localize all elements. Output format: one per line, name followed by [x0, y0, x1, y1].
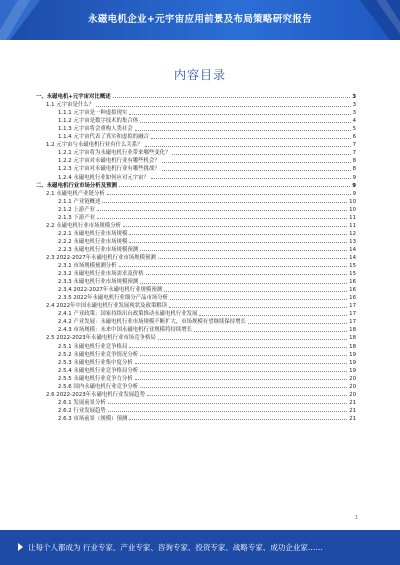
toc-entry-label: 2.5.6 国内永磁电机行业竞争分析 [58, 383, 139, 390]
toc-entry[interactable] [36, 189, 356, 197]
toc-entry[interactable] [36, 108, 356, 116]
toc-entry-label: 1.2.1 元宇宙将为永磁电机行业带来哪些变化？ [58, 150, 171, 157]
toc-entry-label: 2.5.4 永磁电机行业竞争格局分析 [58, 367, 139, 374]
toc-leader-dots [151, 178, 351, 179]
toc-entry[interactable] [36, 325, 356, 333]
toc-entry-page: 15 [349, 263, 356, 270]
toc-entry-page: 19 [349, 367, 356, 374]
toc-entry-page: 17 [349, 311, 356, 318]
toc-entry[interactable] [36, 341, 356, 349]
toc-entry[interactable] [36, 398, 356, 406]
toc-leader-dots [107, 194, 351, 195]
toc-entry[interactable] [36, 277, 356, 285]
toc-leader-dots [194, 331, 347, 332]
toc-entry[interactable] [36, 374, 356, 382]
toc-entry-page: 21 [349, 399, 356, 406]
toc-entry[interactable] [36, 181, 356, 189]
toc-entry-page: 3 [352, 102, 356, 109]
toc-entry-label: 1.2.4 永磁电机行业如何应对元宇宙？ [58, 174, 149, 181]
toc-entry-label: 1.1.3 元宇宙将会重构人类社会 [58, 126, 133, 133]
toc-leader-dots [96, 106, 351, 107]
toc-leader-dots [135, 379, 347, 380]
toc-entry-page: 18 [349, 327, 356, 334]
toc-entry-page: 14 [349, 254, 356, 261]
toc-entry-label: 2.1.2 上游产业 [58, 206, 95, 213]
toc-entry-label: 一、永磁电机+元宇宙对比概述 [36, 94, 111, 101]
toc-entry[interactable] [36, 100, 356, 108]
toc-leader-dots [123, 226, 347, 227]
toc-entry-label: 2.3.2 永磁电机行业市场需求及价格 [58, 271, 144, 278]
toc-entry-label: 1.1 元宇宙是什么？ [46, 102, 95, 109]
toc-entry[interactable] [36, 261, 356, 269]
toc-entry-label: 二、永磁电机行业市场分析及预测 [36, 182, 117, 189]
toc-leader-dots [102, 202, 347, 203]
toc-entry-page: 20 [349, 383, 356, 390]
toc-entry-page: 9 [352, 174, 356, 181]
toc-leader-dots [113, 97, 351, 98]
toc-heading: 内容目录 [173, 68, 226, 82]
toc-entry-page: 10 [349, 206, 356, 213]
toc-entry-label: 2.3.3 永磁电机行业市场规模预测 [58, 279, 139, 286]
toc-entry-page: 13 [349, 238, 356, 245]
toc-entry-label: 2.3.1 市场规模预测分析 [58, 263, 117, 270]
toc-entry[interactable] [36, 124, 356, 132]
toc-entry-page: 7 [352, 142, 356, 149]
table-of-contents [36, 92, 356, 422]
toc-entry-page: 9 [352, 182, 356, 189]
toc-entry[interactable] [36, 229, 356, 237]
toc-entry-label: 2.6.3 市场前景（规模）预测 [58, 415, 128, 422]
toc-leader-dots [248, 323, 347, 324]
page-number: 1 [354, 515, 358, 521]
toc-leader-dots [129, 234, 347, 235]
toc-entry-label: 2.2.1 永磁电机行业市场规模 [58, 230, 128, 237]
toc-leader-dots [147, 395, 347, 396]
toc-entry-page: 20 [349, 375, 356, 382]
toc-entry[interactable] [36, 156, 356, 164]
chevron-right-icon [18, 543, 23, 551]
toc-entry-page: 7 [352, 150, 356, 157]
toc-entry-page: 8 [352, 158, 356, 165]
toc-entry-label: 2.3.4 2022-2027年永磁电机行业规模预测 [58, 287, 163, 294]
toc-leader-dots [129, 114, 350, 115]
toc-leader-dots [170, 299, 347, 300]
toc-entry-page: 16 [349, 295, 356, 302]
toc-entry[interactable] [36, 221, 356, 229]
toc-entry-page: 14 [349, 246, 356, 253]
toc-entry-label: 2.4.2 产业发展：永磁电机行业市场规模不断扩大，市场规模有望继续保持增长 [58, 319, 246, 326]
toc-leader-dots [140, 355, 347, 356]
footer-slogan: 让每个人都成为 行业专家、产业专家、咨询专家、投资专家、战略专家、成功企业家…… [28, 543, 323, 552]
toc-leader-dots [129, 419, 347, 420]
toc-entry[interactable] [36, 213, 356, 221]
toc-entry-label: 2.5.2 永磁电机行业竞争情况分析 [58, 351, 139, 358]
toc-entry-label: 2.1.1 产业链概述 [58, 198, 101, 205]
toc-entry[interactable] [36, 333, 356, 341]
toc-entry-page: 19 [349, 359, 356, 366]
toc-entry-page: 18 [349, 343, 356, 350]
toc-entry[interactable] [36, 148, 356, 156]
toc-entry-page: 3 [352, 110, 356, 117]
toc-leader-dots [140, 250, 347, 251]
toc-entry-label: 2.6.1 发展前景分析 [58, 399, 106, 406]
toc-leader-dots [164, 291, 347, 292]
toc-entry-label: 2.1.3 下游产业 [58, 214, 95, 221]
toc-entry-page: 21 [349, 415, 356, 422]
toc-entry-label: 1.2 元宇宙与永磁电机行业有什么关系？ [46, 142, 143, 149]
toc-entry-label: 2.5.3 永磁电机行业集中度分析 [58, 359, 133, 366]
toc-entry-label: 2.2 永磁电机行业市场规模分析 [46, 222, 121, 229]
toc-entry[interactable] [36, 116, 356, 124]
toc-entry[interactable] [36, 92, 356, 100]
toc-entry[interactable] [36, 269, 356, 277]
toc-entry-label: 1.2.3 元宇宙对永磁电机行业有哪些挑战？ [58, 166, 160, 173]
toc-leader-dots [145, 146, 351, 147]
toc-entry-label: 1.1.2 元宇宙是数字技术的集合体 [58, 118, 139, 125]
toc-entry-page: 11 [349, 214, 356, 221]
toc-entry[interactable] [36, 197, 356, 205]
toc-entry-page: 6 [352, 134, 356, 141]
toc-leader-dots [119, 266, 348, 267]
toc-entry-page: 10 [349, 198, 356, 205]
toc-entry-label: 2.3.5 2022年永磁电机行业细分产品市场分析 [58, 295, 169, 302]
toc-entry-label: 2.4.1 产业政策：国家持续出台政策推动永磁电机行业发展 [58, 311, 198, 318]
toc-entry-label: 2.1 永磁电机产业链分析 [46, 190, 105, 197]
toc-entry-page: 20 [349, 391, 356, 398]
toc-leader-dots [169, 307, 347, 308]
toc-leader-dots [108, 403, 347, 404]
toc-leader-dots [146, 274, 348, 275]
toc-entry-page: 15 [349, 271, 356, 278]
toc-leader-dots [97, 218, 347, 219]
toc-entry-page: 17 [349, 303, 356, 310]
toc-leader-dots [199, 315, 347, 316]
toc-entry-page: 19 [349, 351, 356, 358]
toc-entry-page: 12 [349, 230, 356, 237]
toc-entry-label: 2.6 2022-2023年永磁电机行业发展趋势 [46, 391, 145, 398]
toc-leader-dots [172, 154, 350, 155]
toc-entry-label: 2.2.2 永磁电机行业市场规模 [58, 238, 128, 245]
toc-entry[interactable] [36, 140, 356, 148]
toc-leader-dots [151, 138, 351, 139]
toc-leader-dots [97, 210, 347, 211]
toc-leader-dots [140, 371, 347, 372]
toc-entry-label: 2.5.1 永磁电机行业竞争格局 [58, 343, 128, 350]
toc-entry[interactable] [36, 293, 356, 301]
toc-entry-page: 5 [352, 126, 356, 133]
toc-entry-label: 2.2.3 永磁电机行业市场规模预测 [58, 246, 139, 253]
toc-entry[interactable] [36, 132, 356, 140]
toc-entry[interactable] [36, 414, 356, 422]
toc-entry[interactable] [36, 253, 356, 261]
toc-entry-page: 3 [352, 94, 356, 101]
toc-entry-label: 2.5.5 永磁电机行业竞争力分析 [58, 375, 133, 382]
toc-leader-dots [108, 411, 347, 412]
toc-entry[interactable] [36, 205, 356, 213]
toc-entry[interactable] [36, 245, 356, 253]
toc-leader-dots [129, 347, 347, 348]
toc-entry[interactable] [36, 406, 356, 414]
toc-entry[interactable] [36, 309, 356, 317]
toc-leader-dots [140, 283, 347, 284]
toc-entry-page: 4 [352, 118, 356, 125]
toc-entry[interactable] [36, 172, 356, 180]
toc-entry[interactable] [36, 366, 356, 374]
toc-leader-dots [158, 339, 347, 340]
toc-entry-page: 21 [349, 407, 356, 414]
toc-leader-dots [135, 363, 347, 364]
toc-entry-page: 16 [349, 279, 356, 286]
toc-entry[interactable] [36, 285, 356, 293]
toc-leader-dots [129, 242, 347, 243]
toc-entry-page: 18 [349, 335, 356, 342]
toc-leader-dots [140, 122, 350, 123]
toc-entry[interactable] [36, 164, 356, 172]
toc-entry[interactable] [36, 390, 356, 398]
toc-entry-label: 1.1.1 元宇宙是一种虚拟现实 [58, 110, 128, 117]
toc-entry-page: 17 [349, 319, 356, 326]
toc-entry[interactable] [36, 301, 356, 309]
toc-leader-dots [135, 130, 351, 131]
toc-leader-dots [119, 186, 350, 187]
header-banner [0, 0, 400, 40]
toc-entry[interactable] [36, 237, 356, 245]
toc-entry-page: 11 [349, 222, 356, 229]
toc-entry[interactable] [36, 350, 356, 358]
toc-entry-label: 2.4.3 市场规模：未来中国永磁电机行业规模将持续增长 [58, 327, 193, 334]
toc-entry[interactable] [36, 382, 356, 390]
toc-entry-page: 8 [352, 166, 356, 173]
toc-entry-page: 16 [349, 287, 356, 294]
toc-entry[interactable] [36, 317, 356, 325]
footer-banner [0, 530, 400, 565]
toc-leader-dots [162, 162, 351, 163]
toc-leader-dots [140, 387, 347, 388]
toc-entry-label: 2.3 2022-2027年永磁电机行业市场规模预测 [46, 254, 156, 261]
report-title: 永磁电机企业+元宇宙应用前景及布局策略研究报告 [88, 14, 312, 25]
toc-leader-dots [158, 258, 347, 259]
toc-entry-label: 2.6.2 行业发展趋势 [58, 407, 106, 414]
toc-entry-label: 1.2.2 元宇宙对永磁电机行业有哪些机会？ [58, 158, 160, 165]
toc-entry[interactable] [36, 358, 356, 366]
toc-entry-label: 1.1.4 元宇宙代表了真实和虚拟的融合 [58, 134, 149, 141]
toc-entry-label: 2.5 2022-2023年永磁电机行业市场竞争格局 [46, 335, 156, 342]
toc-leader-dots [162, 170, 351, 171]
toc-entry-page: 9 [352, 190, 356, 197]
toc-entry-label: 2.4 2022年中国永磁电机行业发展现状及政策解读 [46, 303, 168, 310]
